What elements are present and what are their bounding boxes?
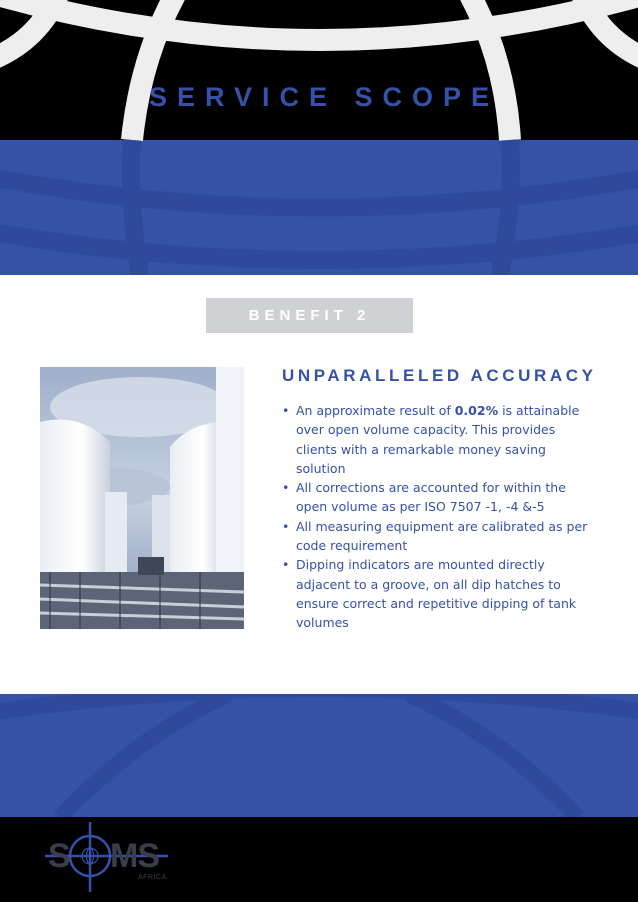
logo-letters-ms: MS [110, 837, 159, 875]
bullet-dot-icon: • [282, 518, 290, 534]
bullet-bold-text: 0.02% [454, 403, 499, 418]
logo-subtitle: AFRICA [138, 874, 167, 881]
benefit-heading: UNPARALLELED ACCURACY [282, 366, 597, 385]
globe-lines-decoration [0, 0, 638, 275]
globe-lines-decoration-bottom [0, 694, 638, 817]
bullet-item [282, 517, 597, 556]
benefit-bullet-list [282, 401, 597, 633]
bullet-dot-icon: • [282, 403, 290, 418]
bullet-dot-icon: • [282, 480, 290, 496]
company-logo [40, 822, 180, 892]
bullet-dot-icon: • [282, 557, 290, 573]
bullet-text: All measuring equipment are calibrated as per code requirement [296, 518, 588, 554]
storage-tanks-photo [40, 367, 244, 629]
bullet-text: An approximate result of [296, 403, 455, 418]
page-title: SERVICE SCOPE [148, 82, 500, 112]
bullet-item [282, 401, 597, 478]
bullet-text: All corrections are accounted for within the open volume as per ISO 7507 -1, -4 &-5 [296, 480, 566, 515]
benefit-badge: BENEFIT 2 [206, 298, 413, 333]
bullet-item [282, 555, 597, 632]
logo-letter-s: S [48, 837, 70, 875]
bullet-text: Dipping indicators are mounted directly adjacent to a groove, on all dip hatches to ensure correct and repetitive dipping of tank volumes [296, 557, 577, 631]
bullet-item [282, 478, 597, 517]
bullet-text: is attainable over open volume capacity. This provides clients with a remarkable money saving solution [296, 403, 580, 476]
